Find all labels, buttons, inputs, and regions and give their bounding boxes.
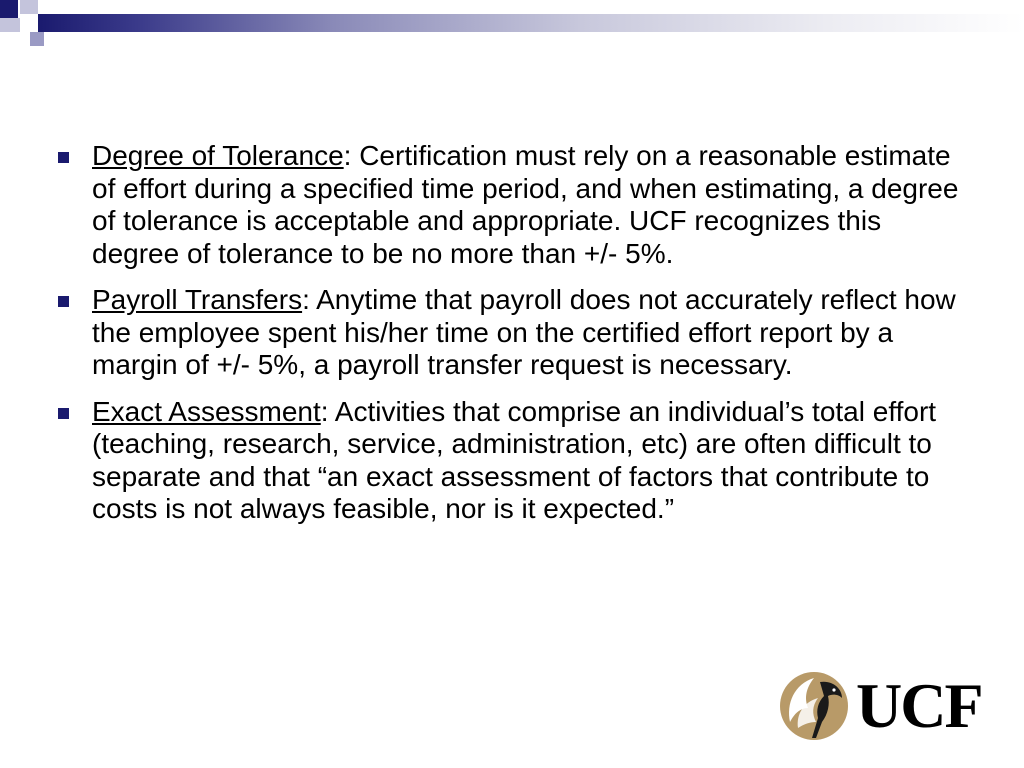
bullet-text: : Certification must rely on a reasonable estimate of effort during a specified time period, and when estimating, a degree of tolerance is acceptable and appropriate. UCF recognizes this degree of tolerance to be no more than +/- 5%.	[92, 140, 959, 269]
bullet-term: Exact Assessment	[92, 395, 321, 427]
header-square	[30, 32, 44, 46]
ucf-logo-text: UCF	[856, 670, 982, 741]
header-square	[0, 18, 20, 32]
header-square	[20, 14, 38, 32]
bullet-text: : Anytime that payroll does not accurately reflect how the employee spent his/her time on the certified effort report by a margin of +/- 5%, a payroll transfer request is necessary.	[92, 284, 956, 380]
pegasus-icon	[776, 664, 858, 748]
bullet-degree-of-tolerance	[54, 140, 964, 270]
header-square	[20, 0, 38, 14]
bullet-text: : Activities that comprise an individual’s total effort (teaching, research, service, administration, etc) are often difficult to separate and that “an exact assessment of factors that contribute to costs is not always feasible, nor is it expected.”	[92, 395, 937, 524]
bullet-term: Payroll Transfers	[92, 284, 303, 315]
ucf-logo	[776, 664, 996, 748]
header-square	[0, 0, 18, 18]
bullet-payroll-transfers	[54, 284, 964, 382]
bullet-term: Degree of Tolerance	[92, 140, 344, 171]
square-bullet-icon	[58, 296, 69, 307]
header-square	[10, 32, 20, 42]
bullet-list	[54, 140, 964, 540]
square-bullet-icon	[58, 152, 69, 163]
header-decoration	[0, 0, 1024, 46]
bullet-exact-assessment	[54, 396, 964, 526]
header-square	[38, 0, 52, 14]
header-gradient-bar	[38, 14, 1024, 32]
square-bullet-icon	[58, 408, 69, 419]
